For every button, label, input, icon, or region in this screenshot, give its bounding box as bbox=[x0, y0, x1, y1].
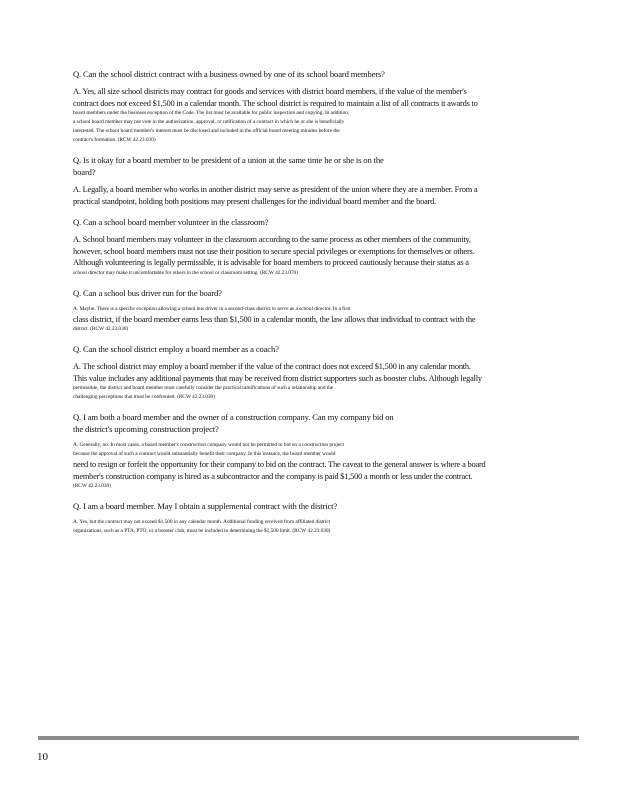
qa-section bbox=[73, 411, 551, 491]
question-line: board? bbox=[73, 167, 96, 177]
answer-line: contract's formation. (RCW 42.23.030) bbox=[73, 137, 156, 143]
answer bbox=[73, 305, 551, 335]
answer-line: challenging perceptions that must be confronted. (RCW 42.23.030) bbox=[73, 394, 215, 400]
answer-line: (RCW 42.23.030) bbox=[73, 483, 111, 489]
answer bbox=[73, 441, 551, 491]
answer-line: class district, if the board member earns less than $1,500 in a calendar month, the law allows that individual to contract with the bbox=[73, 314, 476, 324]
qa-section bbox=[73, 154, 551, 207]
qa-section bbox=[73, 343, 551, 402]
question-line: Q. I am a board member. May I obtain a supplemental contract with the district? bbox=[73, 501, 338, 511]
qa-section bbox=[73, 500, 551, 536]
answer-line: A. Yes, all size school districts may contract for goods and services with district board members, if the value of the member's bbox=[73, 87, 467, 96]
answer-line: a school board member may not vote in the authorization, approval, or ratification of a contract in which he or she is beneficially bbox=[73, 119, 345, 125]
answer-line: A. Yes, but the contract may not exceed $1,500 in any calendar month. Additional funding received from affiliated district bbox=[73, 519, 331, 525]
answer-line: permissible, the district and board member must carefully consider the practical ramifications of such a relationship and the bbox=[73, 385, 334, 391]
qa-section bbox=[73, 216, 551, 278]
question bbox=[73, 411, 551, 435]
footer-divider bbox=[38, 736, 579, 740]
answer-line: organizations, such as a PTA, PTO, or a booster club, must be included in determining the $1,500 limit. (RCW 42.23.030) bbox=[73, 528, 331, 534]
question bbox=[73, 216, 551, 228]
question bbox=[73, 343, 551, 355]
answer bbox=[73, 234, 551, 278]
page-number: 10 bbox=[37, 751, 48, 763]
answer bbox=[73, 361, 551, 402]
answer-line: school director may make it uncomfortable for others in the school or classroom setting. (RCW 42.23.070) bbox=[73, 269, 298, 276]
question-line: Q. Can the school district contract with a business owned by one of its school board members? bbox=[73, 69, 385, 79]
answer-line: This value includes any additional payments that may be received from district supporters such as booster clubs. Although legally bbox=[73, 373, 482, 383]
answer-line: member's construction company is hired as a subcontractor and the company is paid $1,500 a month or less under the contract. bbox=[73, 471, 473, 481]
question-line: Q. Can a school board member volunteer in the classroom? bbox=[73, 217, 269, 227]
answer-line: A. Maybe. There is a specific exception allowing a school bus driver in a second-class district to serve as a school director. In a first bbox=[73, 305, 351, 312]
answer-line: contract does not exceed $1,500 in a calendar month. The school district is required to maintain a list of all contracts it awards to bbox=[73, 98, 478, 108]
question-line: Q. Can a school bus driver run for the board? bbox=[73, 287, 222, 298]
answer-line: because the approval of such a contract would substantially benefit their company. In this instance, the board member would bbox=[73, 451, 336, 457]
answer bbox=[73, 518, 551, 536]
answer bbox=[73, 86, 551, 145]
answer-line: A. School board members may volunteer in the classroom according to the same process as other members of the community, bbox=[73, 235, 471, 244]
question-line: Q. Can the school district employ a board member as a coach? bbox=[73, 344, 279, 354]
answer-line: A. Generally, no. In most cases, a board member's construction company would not be permitted to bid on a construction project bbox=[73, 442, 344, 448]
question bbox=[73, 68, 551, 80]
question-line: the district's upcoming construction project? bbox=[73, 424, 219, 434]
question-line: Q. I am both a board member and the owner of a construction company. Can my company bid on bbox=[73, 412, 394, 422]
qa-section bbox=[73, 287, 551, 335]
answer-line: A. The school district may employ a board member if the value of the contract does not exceed $1,500 in any calendar month. bbox=[73, 362, 471, 371]
answer-line: district. (RCW 42.23.030) bbox=[73, 326, 129, 332]
question bbox=[73, 154, 551, 178]
answer bbox=[73, 184, 551, 207]
answer-line: however, school board members must not use their position to secure special privileges or exemptions for themselves or others. bbox=[73, 246, 475, 256]
question bbox=[73, 287, 551, 299]
answer-line: need to resign or forfeit the opportunity for their company to bid on the contract. The caveat to the general answer is where a board bbox=[73, 460, 486, 469]
answer-line: A. Legally, a board member who works in another district may serve as president of the union where they are a member. From a bbox=[73, 185, 478, 194]
answer-line: board members under the business exception of the Code. The list must be available for public inspection and copying. In addition, bbox=[73, 110, 350, 116]
answer-line: practical standpoint, holding both positions may present challenges for the individual board member and the board. bbox=[73, 196, 437, 206]
answer-line: Although volunteering is legally permissible, it is advisable for board members to proceed cautiously because their status as a bbox=[73, 258, 469, 267]
answer-line: interested. The school board member's interest must be disclosed and included in the official board meeting minutes before the bbox=[73, 128, 340, 134]
question bbox=[73, 500, 551, 512]
qa-section bbox=[73, 68, 551, 145]
document-body bbox=[73, 68, 551, 545]
question-line: Q. Is it okay for a board member to be president of a union at the same time he or she is on the bbox=[73, 155, 384, 165]
